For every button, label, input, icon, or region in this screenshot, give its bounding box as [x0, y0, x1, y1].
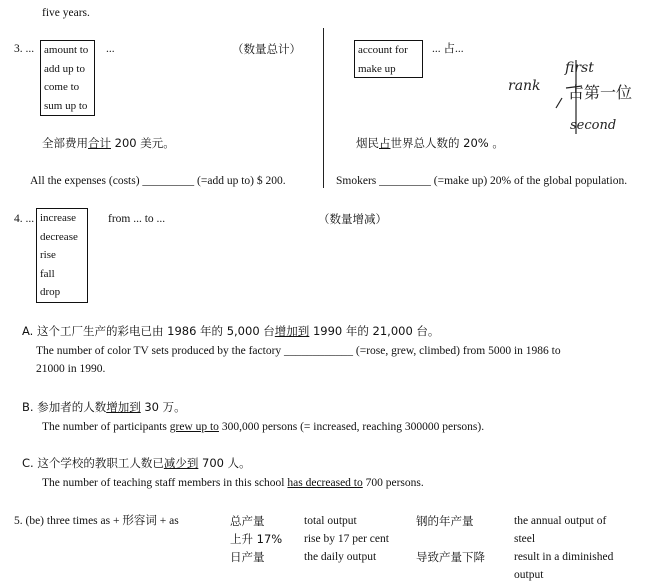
section-4-from-to: from ... to ...	[108, 213, 166, 225]
box-item: sum up to	[44, 99, 88, 112]
section-5-col3-item: 钢的年产量	[416, 514, 474, 528]
example-a-chinese: A. 这个工厂生产的彩电已由 1986 年的 5,000 台增加到 1990 年的 21,000 台。	[22, 324, 440, 338]
box-item: drop	[40, 286, 61, 298]
handwriting-second: second	[570, 118, 617, 133]
example-c-english: The number of teaching staff members in this school has decreased to 700 persons.	[42, 477, 424, 489]
handwriting-chinese: 占第一位	[568, 83, 633, 102]
handwriting-rank: rank	[508, 78, 541, 94]
section-5-col4-item: output	[514, 569, 544, 581]
box-item: decrease	[40, 230, 78, 243]
section-3-right-box	[354, 40, 423, 78]
box-item: make up	[358, 62, 396, 75]
section-4-heading: （数量增减）	[318, 212, 387, 226]
box-item: fall	[40, 267, 55, 280]
example-b-chinese: B. 参加者的人数增加到 30 万。	[22, 400, 186, 414]
section-3-left-chinese: 全部费用合计 200 美元。	[42, 136, 175, 150]
section-3-right-dots: ... 占...	[432, 43, 464, 55]
handwriting-first: first	[565, 60, 594, 76]
box-item: come to	[44, 81, 80, 93]
example-c-chinese: C. 这个学校的教职工人数已减少到 700 人。	[22, 456, 251, 470]
section-3-heading: （数量总计）	[232, 42, 301, 56]
example-b-english: The number of participants grew up to 300,000 persons (= increased, reaching 300000 persons).	[42, 421, 485, 433]
example-a-english-line2: 21000 in 1990.	[36, 363, 106, 375]
section-3-right-english: Smokers _________ (=make up) 20% of the global population.	[336, 175, 628, 187]
section-5-number: 5. (be) three times as + 形容词 + as	[14, 515, 179, 527]
section-5-col4-item: steel	[514, 533, 536, 545]
example-a-english-line1: The number of color TV sets produced by the factory ____________ (=rose, grew, climbed) from 5000 in 1986 to	[36, 345, 561, 357]
section-5-col4-item: the annual output of	[514, 515, 607, 527]
section-5-col3-item: 导致产量下降	[416, 550, 485, 564]
column-divider	[323, 28, 324, 188]
top-fragment: five years.	[42, 7, 90, 19]
section-3-left-box	[40, 40, 95, 116]
section-5-col2-item: total output	[304, 515, 357, 527]
section-5-col2-item: the daily output	[304, 551, 377, 563]
section-5-col1-item: 日产量	[230, 550, 265, 564]
section-5-col2-item: rise by 17 per cent	[304, 533, 389, 545]
box-item: increase	[40, 212, 77, 224]
box-item: add up to	[44, 62, 85, 75]
section-3-right-chinese: 烟民占世界总人数的 20% 。	[356, 136, 504, 150]
section-4-number: 4. ...	[14, 213, 35, 225]
box-item: rise	[40, 249, 56, 261]
section-3-left-dots: ...	[106, 43, 115, 55]
box-item: account for	[358, 44, 408, 56]
section-5-col1-item: 上升 17%	[230, 532, 283, 546]
section-3-number: 3. ...	[14, 43, 35, 55]
section-3-left-english: All the expenses (costs) _________ (=add up to) $ 200.	[30, 175, 286, 187]
section-4-box	[36, 208, 88, 303]
handwriting-stroke	[552, 58, 592, 138]
box-item: amount to	[44, 44, 89, 56]
section-5-col4-item: result in a diminished	[514, 551, 614, 563]
section-5-col1-item: 总产量	[230, 514, 265, 528]
